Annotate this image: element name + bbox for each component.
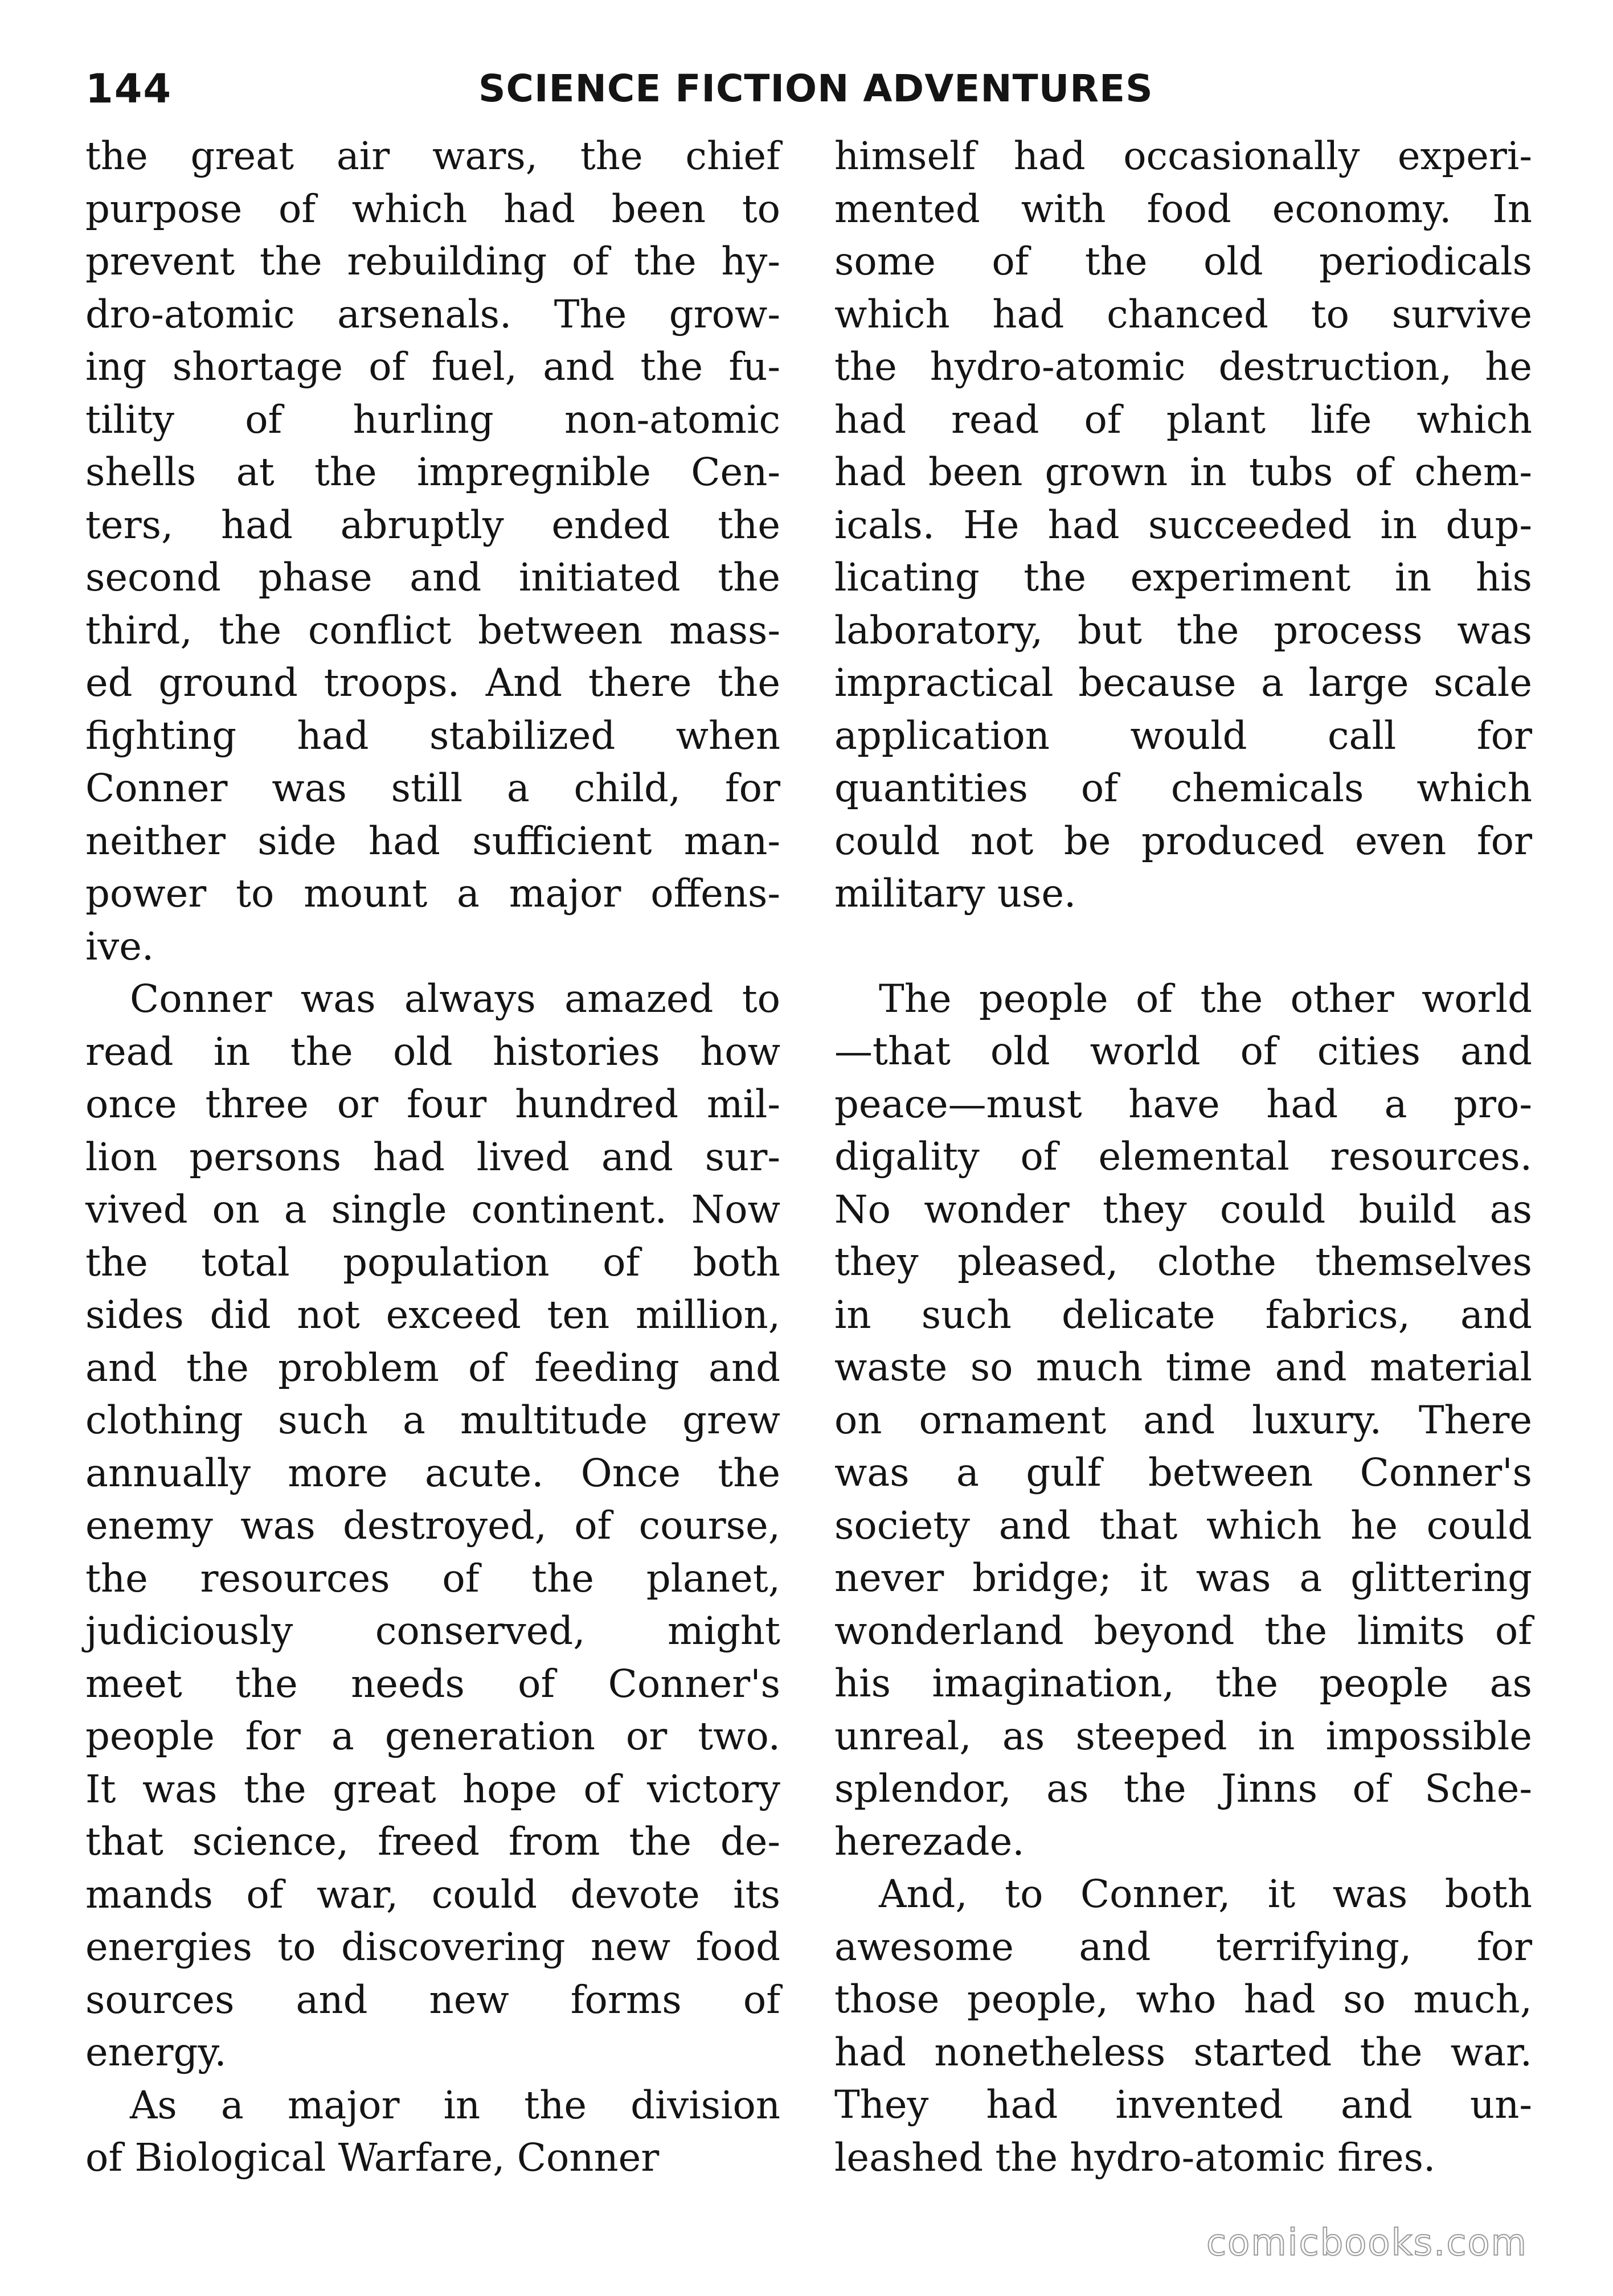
page-header xyxy=(85,55,1153,123)
text-line: which had chanced to survive xyxy=(834,292,1532,337)
paragraph xyxy=(85,130,780,973)
text-line: the hydro-atomic destruction, he xyxy=(834,345,1532,389)
watermark: comicbooks.com xyxy=(1206,2222,1528,2264)
text-line: quantities of chemicals which xyxy=(834,766,1532,810)
text-line: unreal, as steeped in impossible xyxy=(834,1713,1532,1758)
text-line: And, to Conner, it was both xyxy=(879,1872,1532,1916)
text-line: sides did not exceed ten million, xyxy=(85,1293,780,1337)
text-line: judiciously conserved, might xyxy=(85,1609,780,1653)
text-line: his imagination, the people as xyxy=(834,1661,1532,1705)
text-line: had read of plant life which xyxy=(834,397,1532,442)
text-line: of Biological Warfare, Conner xyxy=(85,2135,660,2180)
paragraph xyxy=(834,973,1532,1868)
text-line: As a major in the division xyxy=(130,2082,780,2127)
text-line: people for a generation or two. xyxy=(85,1714,780,1758)
text-line: laboratory, but the process was xyxy=(834,608,1532,653)
text-line: application would call for xyxy=(834,713,1532,758)
text-line: fighting had stabilized when xyxy=(85,713,780,758)
text-line: ing shortage of fuel, and the fu- xyxy=(85,345,780,389)
text-line: second phase and initiated the xyxy=(85,555,780,600)
text-line: They had invented and un- xyxy=(834,2082,1532,2127)
text-line: prevent the rebuilding of the hy- xyxy=(85,239,780,284)
text-line: licating the experiment in his xyxy=(834,555,1532,600)
text-line: peace—must have had a pro- xyxy=(834,1081,1532,1126)
text-line: they pleased, clothe themselves xyxy=(834,1240,1532,1284)
text-line: on ornament and luxury. There xyxy=(834,1397,1532,1442)
text-line: —that old world of cities and xyxy=(834,1029,1532,1073)
text-line: could not be produced even for xyxy=(834,818,1532,863)
text-line: mented with food economy. In xyxy=(834,186,1532,231)
text-line: vived on a single continent. Now xyxy=(85,1187,780,1232)
running-head: SCIENCE FICTION ADVENTURES xyxy=(478,67,1153,110)
text-line: the great air wars, the chief xyxy=(85,134,780,178)
text-line: military use. xyxy=(834,871,1076,916)
text-line: enemy was destroyed, of course, xyxy=(85,1503,780,1548)
text-line: awesome and terrifying, for xyxy=(834,1924,1532,1969)
text-line: never bridge; it was a glittering xyxy=(834,1556,1532,1600)
text-line: Conner was still a child, for xyxy=(85,766,780,810)
text-line: energy. xyxy=(85,2030,227,2074)
text-line: shells at the impregnible Cen- xyxy=(85,450,780,494)
text-line: in such delicate fabrics, and xyxy=(834,1292,1532,1337)
text-line: dro-atomic arsenals. The grow- xyxy=(85,292,780,337)
text-line: that science, freed from the de- xyxy=(85,1819,780,1864)
text-line: waste so much time and material xyxy=(834,1345,1532,1389)
text-line: No wonder they could build as xyxy=(834,1187,1532,1232)
text-line: digality of elemental resources. xyxy=(834,1134,1532,1179)
text-line: once three or four hundred mil- xyxy=(85,1082,780,1126)
text-line: herezade. xyxy=(834,1819,1025,1864)
text-line: Conner was always amazed to xyxy=(130,977,780,1021)
text-line: neither side had sufficient man- xyxy=(85,818,780,863)
text-line: himself had occasionally experi- xyxy=(834,134,1532,178)
text-line: society and that which he could xyxy=(834,1503,1532,1548)
page-number: 144 xyxy=(85,65,173,112)
text-line: some of the old periodicals xyxy=(834,239,1532,284)
text-line: splendor, as the Jinns of Sche- xyxy=(834,1766,1532,1811)
text-line: annually more acute. Once the xyxy=(85,1450,780,1495)
text-line: clothing such a multitude grew xyxy=(85,1398,780,1442)
text-line: had nonetheless started the war. xyxy=(834,2030,1532,2074)
text-line: wonderland beyond the limits of xyxy=(834,1608,1532,1653)
text-line: impractical because a large scale xyxy=(834,661,1532,705)
paragraph xyxy=(85,973,780,2079)
text-line: power to mount a major offens- xyxy=(85,871,780,916)
text-line: tility of hurling non-atomic xyxy=(85,397,780,442)
text-line: those people, who had so much, xyxy=(834,1977,1532,2022)
text-line: energies to discovering new food xyxy=(85,1925,780,1969)
text-line: ters, had abruptly ended the xyxy=(85,502,780,547)
text-line: purpose of which had been to xyxy=(85,186,780,231)
text-line: was a gulf between Conner's xyxy=(834,1450,1532,1495)
text-line: It was the great hope of victory xyxy=(85,1766,780,1811)
text-line: ed ground troops. And there the xyxy=(85,661,780,705)
paragraph-gap xyxy=(834,920,1532,973)
text-line: leashed the hydro-atomic fires. xyxy=(834,2135,1436,2180)
text-line: mands of war, could devote its xyxy=(85,1872,780,1917)
text-line: icals. He had succeeded in dup- xyxy=(834,502,1532,547)
text-line: and the problem of feeding and xyxy=(85,1345,780,1390)
text-line: third, the conflict between mass- xyxy=(85,608,780,653)
text-line: sources and new forms of xyxy=(85,1977,780,2022)
text-line: The people of the other world xyxy=(879,976,1532,1021)
text-line: had been grown in tubs of chem- xyxy=(834,450,1532,494)
left-column xyxy=(85,130,780,2184)
paragraph xyxy=(85,2079,780,2184)
paragraph xyxy=(834,130,1532,920)
text-line: meet the needs of Conner's xyxy=(85,1661,780,1706)
paragraph xyxy=(834,1868,1532,2184)
right-column xyxy=(834,130,1532,2184)
text-line: ive. xyxy=(85,924,154,969)
text-line: lion persons had lived and sur- xyxy=(85,1134,780,1179)
text-line: the resources of the planet, xyxy=(85,1556,780,1601)
text-line: read in the old histories how xyxy=(85,1029,780,1074)
text-line: the total population of both xyxy=(85,1240,780,1285)
